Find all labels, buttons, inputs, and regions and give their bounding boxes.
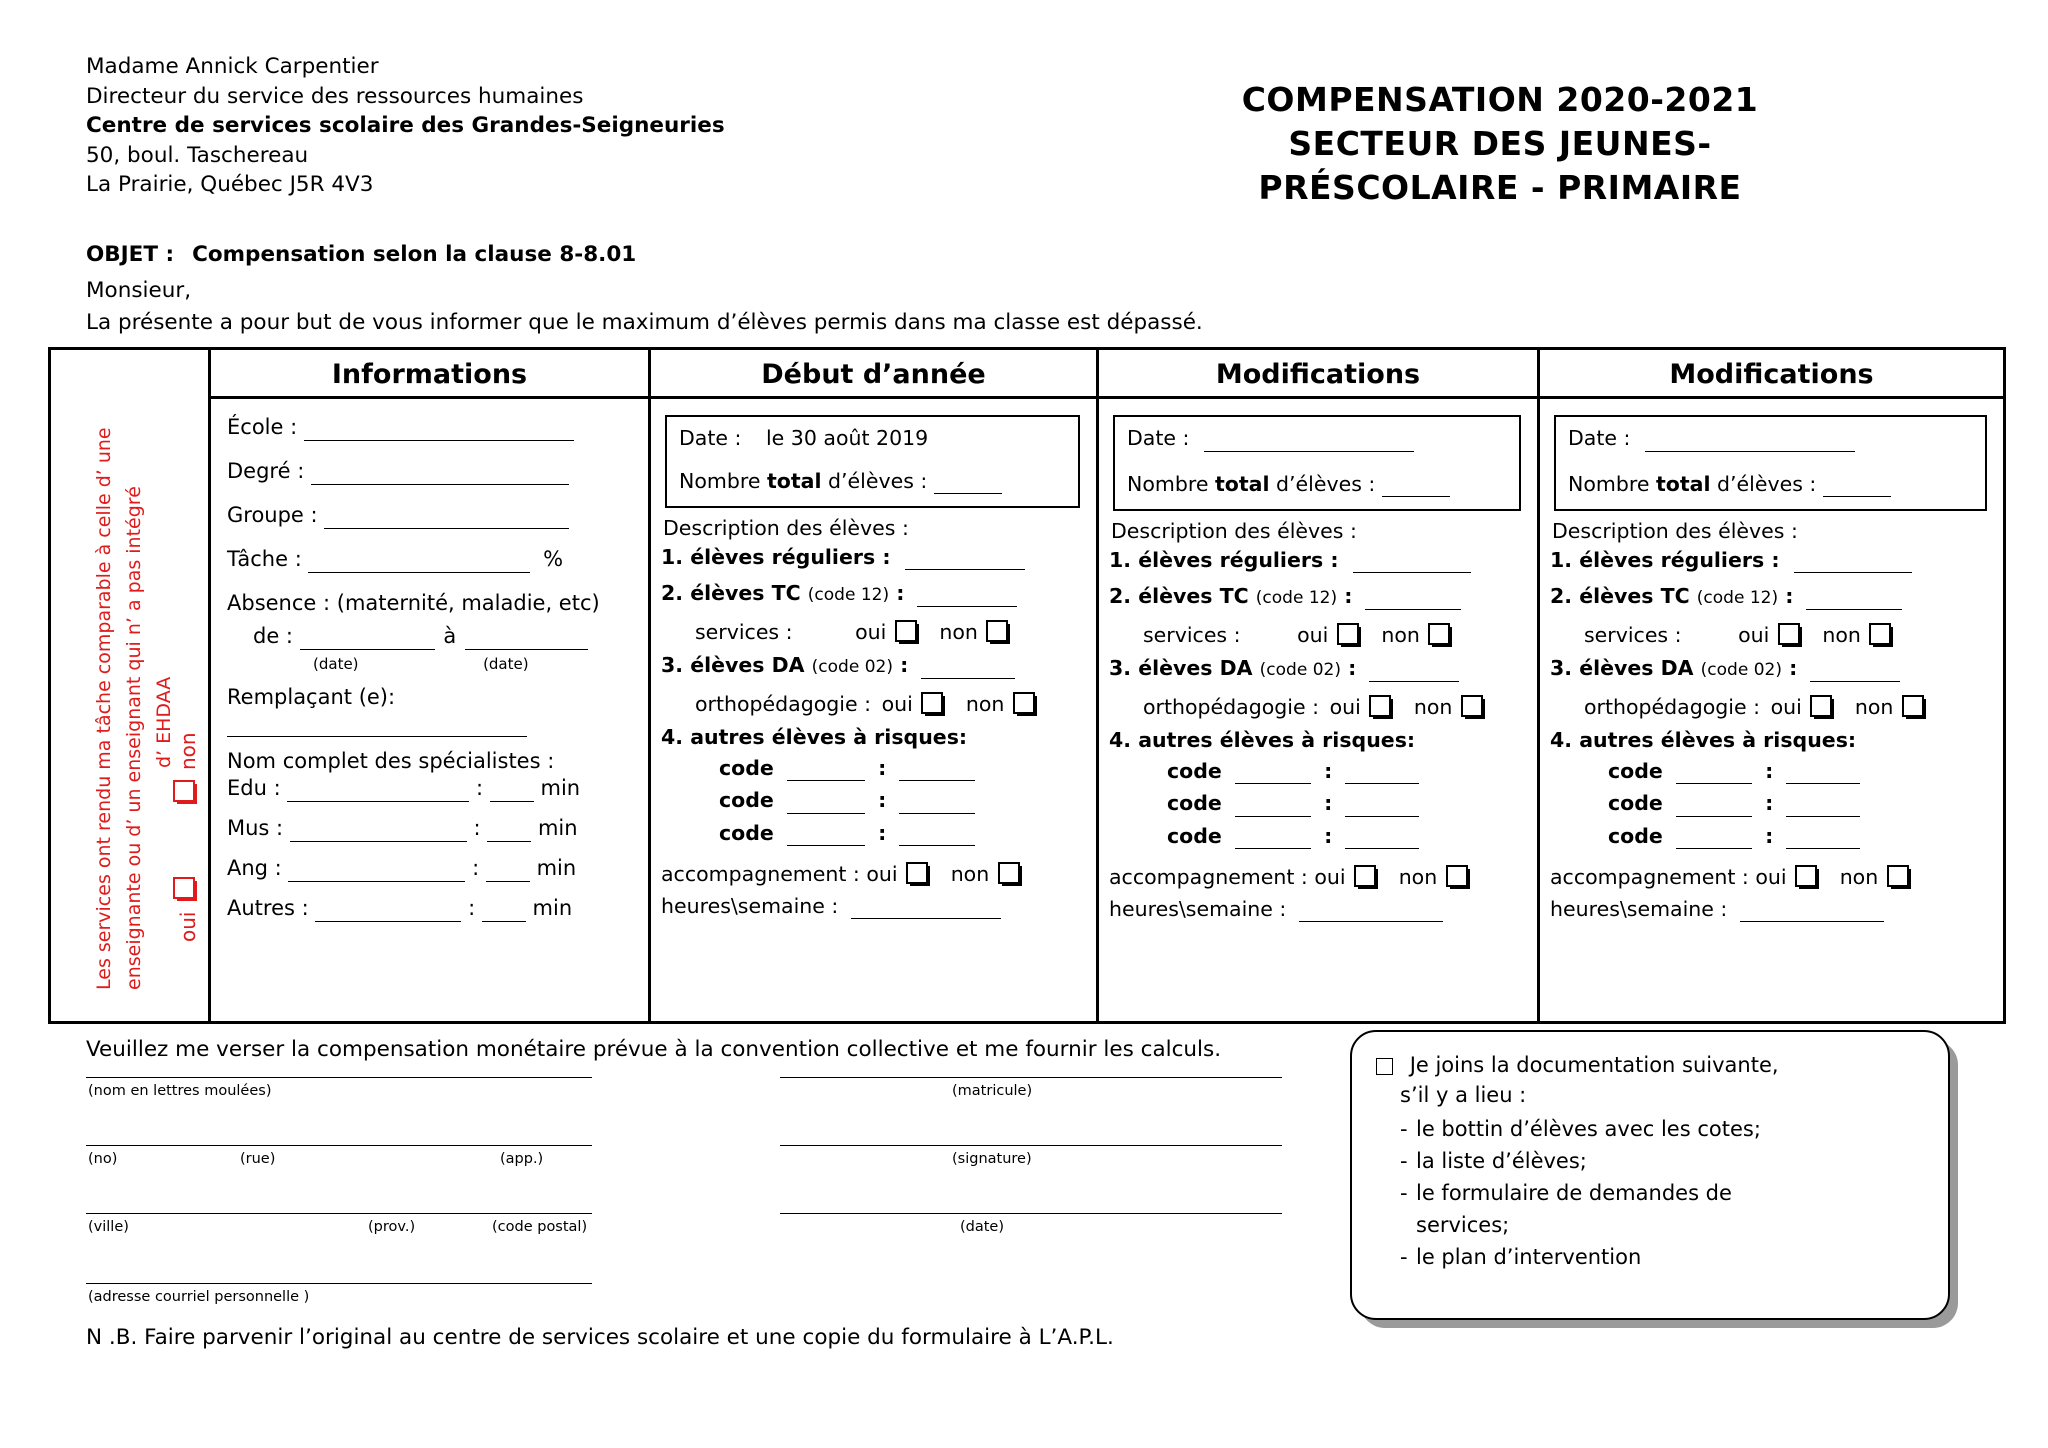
- debut-item-2[interactable]: [661, 583, 1086, 607]
- red-oui-checkbox[interactable]: [173, 877, 195, 899]
- debut-item-1-input[interactable]: [905, 549, 1025, 571]
- debut-code-row-2[interactable]: code :: [719, 790, 1086, 814]
- specialist-ang-unit: min: [536, 856, 577, 880]
- mod1-item-2-code: (code 12): [1255, 588, 1338, 608]
- mod1-nombre-input[interactable]: [1382, 476, 1450, 498]
- mod2-date-row[interactable]: [1568, 428, 1973, 452]
- veuillez-text: Veuillez me verser la compensation monétaire prévue à la convention collective et me fournir les calculs.: [86, 1037, 1222, 1062]
- field-absence-dates[interactable]: [253, 626, 634, 650]
- mod2-services-oui-checkbox[interactable]: [1778, 623, 1800, 645]
- debut-services-non-label: non: [939, 619, 978, 644]
- mod2-code-row-3[interactable]: code :: [1608, 826, 1993, 850]
- column-modifications-1-header: Modifications: [1099, 350, 1537, 399]
- nb-text: N .B. Faire parvenir l’original au centre de services scolaire et une copie du formulaire à L’A.P.L.: [86, 1325, 1114, 1350]
- debut-code-label-1: code: [719, 755, 774, 780]
- ville-label: (ville): [88, 1219, 129, 1235]
- mod1-item-3-label: 3. élèves DA: [1109, 656, 1260, 680]
- debut-date-box: [665, 415, 1080, 508]
- debut-ortho-label: orthopédagogie :: [695, 691, 872, 716]
- mod2-nombre-input[interactable]: [1823, 476, 1891, 498]
- specialist-ang-min-input[interactable]: [486, 860, 530, 882]
- debut-date-label: Date :: [679, 426, 742, 450]
- signature-date-input[interactable]: [780, 1213, 1282, 1214]
- mod2-ortho-non-label: non: [1854, 694, 1894, 719]
- specialist-mus-label: Mus :: [227, 816, 284, 840]
- mod2-item-4-label: 4. autres élèves à risques:: [1550, 728, 1857, 752]
- mod1-code-label-3: code: [1167, 823, 1222, 848]
- specialistes-label: Nom complet des spécialistes :: [227, 749, 555, 773]
- debut-item-2-code: (code 12): [807, 585, 890, 605]
- debut-nombre-row[interactable]: [679, 468, 1066, 495]
- mod1-item-3-tail: :: [1340, 656, 1357, 680]
- mod1-item-2-tail: :: [1337, 584, 1353, 608]
- mod1-accompagnement-oui-checkbox[interactable]: [1354, 865, 1376, 887]
- absence-de-input[interactable]: [300, 628, 435, 650]
- column-debut-annee: [651, 350, 1099, 1021]
- mod2-services-row[interactable]: [1584, 623, 1993, 646]
- no-label: (no): [88, 1151, 118, 1167]
- tache-label: Tâche :: [227, 547, 302, 571]
- field-specialist-ang[interactable]: Ang : : min: [227, 856, 577, 880]
- adresse-input[interactable]: [86, 1145, 592, 1146]
- debut-code-row-3[interactable]: code :: [719, 823, 1086, 847]
- absence-label: Absence : (maternité, maladie, etc): [227, 591, 600, 615]
- column-modifications-2-header: Modifications: [1540, 350, 2003, 399]
- mod2-code-value-3[interactable]: [1786, 828, 1860, 850]
- debut-date-row[interactable]: [679, 428, 1066, 449]
- mod1-accompagnement-row[interactable]: [1109, 865, 1527, 888]
- field-ecole[interactable]: [227, 417, 634, 441]
- debut-ortho-oui-label: oui: [881, 691, 913, 716]
- debut-item-1[interactable]: [661, 544, 1086, 571]
- mod1-item-3-input[interactable]: [1369, 660, 1459, 682]
- debut-code-input-3[interactable]: [787, 825, 865, 847]
- prov-label: (prov.): [368, 1219, 416, 1235]
- mod1-item-2[interactable]: [1109, 586, 1527, 610]
- mod2-accompagnement-non-label: non: [1839, 865, 1879, 889]
- remplacant-label: Remplaçant (e):: [227, 684, 396, 709]
- mod1-code-row-3[interactable]: code :: [1167, 826, 1527, 850]
- docbox-heading-2: s’il y a lieu :: [1400, 1083, 1527, 1107]
- docbox-dash-4: -: [1400, 1245, 1408, 1269]
- debut-services-row[interactable]: [695, 620, 1086, 643]
- specialist-autres-min-input[interactable]: [482, 900, 526, 922]
- mod1-code-input-1[interactable]: [1235, 763, 1311, 785]
- mod2-nombre-row[interactable]: [1568, 471, 1973, 498]
- date-sub-2: (date): [483, 655, 529, 673]
- mod2-item-2-code: (code 12): [1696, 588, 1779, 608]
- specialist-mus-unit: min: [537, 816, 578, 840]
- rue-label: (rue): [240, 1151, 276, 1167]
- field-specialist-mus[interactable]: Mus : : min: [227, 816, 578, 840]
- debut-item-3-label: 3. élèves DA: [661, 653, 812, 677]
- mod1-heures-label: heures\semaine :: [1109, 896, 1287, 921]
- column-debut-header: Début d’année: [651, 350, 1096, 399]
- list-item: [1374, 1114, 1928, 1144]
- column-modifications-2: [1540, 350, 2003, 1021]
- documentation-box: [1350, 1030, 1950, 1320]
- nom-label: (nom en lettres moulées): [88, 1083, 272, 1099]
- field-degre[interactable]: [227, 461, 634, 485]
- mod2-accompagnement-non-checkbox[interactable]: [1887, 865, 1909, 887]
- list-item: [1374, 1242, 1928, 1272]
- mod2-ortho-non-checkbox[interactable]: [1902, 695, 1924, 717]
- de-label: de :: [253, 624, 294, 648]
- mod1-date-box: [1113, 415, 1521, 511]
- column-informations: [211, 350, 651, 1021]
- mod2-item-2-tail: :: [1778, 584, 1794, 608]
- mod1-code-input-3[interactable]: [1235, 828, 1311, 850]
- mod2-date-label: Date :: [1568, 426, 1631, 450]
- debut-code-value-1[interactable]: [899, 760, 975, 782]
- tache-unit: %: [543, 547, 564, 571]
- mod1-date-input[interactable]: [1204, 430, 1414, 452]
- red-note-line-1: Les services ont rendu ma tâche comparable à celle d’ une: [93, 427, 115, 990]
- nom-input[interactable]: [86, 1077, 592, 1078]
- mod1-accompagnement-non-checkbox[interactable]: [1446, 865, 1468, 887]
- debut-item-3-code: (code 02): [811, 657, 893, 677]
- debut-services-oui-checkbox[interactable]: [895, 620, 917, 642]
- title-line-2: SECTEUR DES JEUNES-: [1288, 124, 1712, 163]
- list-item: [1374, 1210, 1928, 1240]
- specialist-autres-name-input[interactable]: [315, 900, 461, 922]
- signature-input[interactable]: [780, 1145, 1282, 1146]
- compensation-table: [48, 347, 2006, 1024]
- mod1-date-row[interactable]: [1127, 428, 1507, 452]
- salutation: Monsieur,: [86, 278, 192, 303]
- debut-nombre-input[interactable]: [934, 473, 1002, 495]
- docbox-dash-1: -: [1400, 1117, 1408, 1141]
- absence-date-sublabels: [313, 652, 634, 673]
- mod2-services-oui-label: oui: [1738, 622, 1770, 647]
- mod2-item-4: [1550, 730, 1993, 751]
- debut-ortho-non-checkbox[interactable]: [1013, 692, 1035, 714]
- docbox-item-2: la liste d’élèves;: [1416, 1149, 1587, 1173]
- code-postal-label: (code postal): [492, 1219, 588, 1235]
- mod1-services-oui-label: oui: [1297, 622, 1329, 647]
- debut-code-label-3: code: [719, 820, 774, 845]
- specialist-edu-unit: min: [540, 776, 581, 800]
- red-non-label: non: [176, 732, 200, 770]
- debut-item-4-label: 4. autres élèves à risques:: [661, 725, 968, 749]
- absence-a-input[interactable]: [465, 628, 588, 650]
- mod1-code-row-1[interactable]: code :: [1167, 761, 1527, 785]
- signature-date-label: (date): [960, 1219, 1005, 1235]
- docbox-item-4: services;: [1416, 1213, 1510, 1237]
- mod2-accompagnement-oui-label: oui: [1755, 865, 1787, 889]
- debut-nombre-bold: total: [766, 468, 822, 493]
- mod1-nombre-pre: Nombre: [1127, 471, 1215, 496]
- mod2-item-1-label: 1. élèves réguliers :: [1550, 547, 1780, 572]
- remplacant-input-wrap[interactable]: [227, 714, 634, 738]
- mod2-item-3-code: (code 02): [1700, 660, 1782, 680]
- debut-date-value: le 30 août 2019: [765, 426, 929, 450]
- docbox-item-5: le plan d’intervention: [1416, 1245, 1642, 1269]
- mod1-ortho-non-label: non: [1413, 694, 1453, 719]
- debut-services-non-checkbox[interactable]: [986, 620, 1008, 642]
- mod1-item-4: [1109, 730, 1527, 751]
- mod2-services-non-checkbox[interactable]: [1869, 623, 1891, 645]
- mod2-nombre-bold: total: [1655, 471, 1711, 496]
- letterhead-line-4: 50, boul. Taschereau: [86, 142, 309, 168]
- mod1-services-non-label: non: [1381, 622, 1420, 647]
- mod1-item-2-label: 2. élèves TC: [1109, 584, 1256, 608]
- mod1-nombre-bold: total: [1214, 471, 1270, 496]
- column-informations-header: Informations: [211, 350, 648, 399]
- specialist-autres-label: Autres :: [227, 896, 309, 920]
- specialist-mus-name-input[interactable]: [290, 820, 467, 842]
- mod2-accompagnement-row[interactable]: [1550, 865, 1993, 888]
- mod1-ortho-label: orthopédagogie :: [1143, 694, 1320, 719]
- specialist-edu-label: Edu :: [227, 776, 281, 800]
- mod1-services-non-checkbox[interactable]: [1428, 623, 1450, 645]
- mod1-services-row[interactable]: [1143, 623, 1527, 646]
- docbox-dash-2: -: [1400, 1149, 1408, 1173]
- debut-ortho-row[interactable]: [695, 692, 1086, 715]
- mod1-date-label: Date :: [1127, 426, 1190, 450]
- debut-description-label: Description des élèves :: [663, 516, 909, 540]
- mod2-nombre-post: d’élèves :: [1710, 471, 1817, 496]
- specialist-autres-unit: min: [532, 896, 573, 920]
- debut-nombre-pre: Nombre: [679, 468, 767, 493]
- mod2-item-3-input[interactable]: [1810, 660, 1900, 682]
- field-specialist-edu[interactable]: Edu : : min: [227, 776, 581, 800]
- debut-heures-input[interactable]: [851, 898, 1001, 920]
- debut-code-input-2[interactable]: [787, 792, 865, 814]
- letterhead-line-3: Centre de services scolaire des Grandes-Seigneuries: [86, 113, 725, 138]
- mod2-code-input-2[interactable]: [1676, 795, 1752, 817]
- app-label: (app.): [500, 1151, 544, 1167]
- debut-code-input-1[interactable]: [787, 760, 865, 782]
- mod1-ortho-non-checkbox[interactable]: [1461, 695, 1483, 717]
- debut-item-3-tail: :: [892, 653, 909, 677]
- date-sub-1: (date): [313, 655, 359, 673]
- mod1-item-2-input[interactable]: [1365, 588, 1461, 610]
- debut-item-3-input[interactable]: [921, 657, 1015, 679]
- red-non-checkbox[interactable]: [173, 780, 195, 802]
- mod2-date-box: [1554, 415, 1987, 511]
- mod1-code-input-2[interactable]: [1235, 795, 1311, 817]
- mod1-services-label: services :: [1143, 622, 1241, 647]
- letterhead-line-5: La Prairie, Québec J5R 4V3: [86, 172, 374, 197]
- mod1-nombre-row[interactable]: [1127, 471, 1507, 498]
- mod1-nombre-post: d’élèves :: [1269, 471, 1376, 496]
- remplacant-input[interactable]: [227, 716, 527, 738]
- mod2-services-non-label: non: [1822, 622, 1861, 647]
- specialist-ang-label: Ang :: [227, 856, 282, 880]
- debut-accompagnement-non-checkbox[interactable]: [998, 862, 1020, 884]
- mod1-code-value-2[interactable]: [1345, 795, 1419, 817]
- mod2-code-value-1[interactable]: [1786, 763, 1860, 785]
- mod2-code-input-1[interactable]: [1676, 763, 1752, 785]
- courriel-label: (adresse courriel personnelle ): [88, 1289, 310, 1305]
- debut-heures-label: heures\semaine :: [661, 893, 839, 918]
- red-note-line-2: enseignante ou d’ un enseignant qui n’ a pas intégré: [123, 486, 145, 990]
- debut-code-row-1[interactable]: code :: [719, 758, 1086, 782]
- mod1-ortho-oui-label: oui: [1329, 694, 1361, 719]
- ville-input[interactable]: [86, 1213, 592, 1214]
- letterhead-line-2: Directeur du service des ressources humaines: [86, 83, 584, 109]
- debut-code-value-2[interactable]: [899, 792, 975, 814]
- debut-services-label: services :: [695, 619, 793, 644]
- tache-input[interactable]: [308, 551, 530, 573]
- mod2-item-3[interactable]: [1550, 658, 1993, 682]
- mod2-ortho-label: orthopédagogie :: [1584, 694, 1761, 719]
- mod2-services-label: services :: [1584, 622, 1682, 647]
- mod1-code-value-1[interactable]: [1345, 763, 1419, 785]
- ecole-label: École :: [227, 415, 298, 439]
- mod2-code-input-3[interactable]: [1676, 828, 1752, 850]
- letterhead-line-1: Madame Annick Carpentier: [86, 54, 379, 79]
- docbox-item-3: le formulaire de demandes de: [1416, 1181, 1732, 1205]
- documentation-checkbox[interactable]: [1376, 1058, 1393, 1075]
- mod2-item-2-input[interactable]: [1806, 588, 1902, 610]
- debut-code-label-2: code: [719, 788, 774, 812]
- mod1-item-1-label: 1. élèves réguliers :: [1109, 547, 1339, 572]
- mod2-code-label-1: code: [1608, 758, 1663, 783]
- docbox-list: [1374, 1114, 1928, 1272]
- debut-accompagnement-row[interactable]: [661, 862, 1086, 885]
- mod2-nombre-pre: Nombre: [1568, 471, 1656, 496]
- page-title: [1020, 78, 1980, 210]
- mod2-accompagnement-label: accompagnement :: [1550, 865, 1749, 889]
- debut-accompagnement-oui-label: oui: [866, 862, 898, 886]
- mod1-code-label-2: code: [1167, 791, 1222, 815]
- a-label: à: [443, 624, 457, 648]
- mod2-code-row-2[interactable]: code :: [1608, 793, 1993, 817]
- mod1-ortho-row[interactable]: [1143, 695, 1527, 718]
- degre-label: Degré :: [227, 459, 305, 483]
- mod2-item-1[interactable]: [1550, 547, 1993, 574]
- mod1-item-3[interactable]: [1109, 658, 1527, 682]
- mod2-ortho-oui-checkbox[interactable]: [1810, 695, 1832, 717]
- mod1-item-1-input[interactable]: [1353, 552, 1471, 574]
- field-groupe[interactable]: [227, 505, 634, 529]
- column-modifications-1: [1099, 350, 1540, 1021]
- mod2-item-2[interactable]: [1550, 586, 1993, 610]
- mod1-code-row-2[interactable]: code :: [1167, 793, 1527, 817]
- matricule-label: (matricule): [952, 1083, 1033, 1099]
- mod2-heures-label: heures\semaine :: [1550, 896, 1728, 921]
- docbox-heading: Je joins la documentation suivante,: [1409, 1053, 1779, 1077]
- debut-accompagnement-non-label: non: [950, 862, 990, 886]
- debut-item-3[interactable]: [661, 655, 1086, 679]
- specialist-mus-min-input[interactable]: [487, 820, 531, 842]
- mod2-code-label-2: code: [1608, 791, 1663, 815]
- mod1-item-3-code: (code 02): [1259, 660, 1341, 680]
- mod1-ortho-oui-checkbox[interactable]: [1369, 695, 1391, 717]
- debut-ortho-oui-checkbox[interactable]: [921, 692, 943, 714]
- groupe-input[interactable]: [324, 507, 569, 529]
- mod2-heures-row[interactable]: [1550, 896, 1993, 923]
- debut-item-1-label: 1. élèves réguliers :: [661, 544, 891, 569]
- mod2-ortho-oui-label: oui: [1770, 694, 1802, 719]
- matricule-input[interactable]: [780, 1077, 1282, 1078]
- mod2-item-3-label: 3. élèves DA: [1550, 656, 1701, 680]
- debut-item-2-tail: :: [889, 581, 905, 605]
- signature-label: (signature): [952, 1151, 1032, 1167]
- red-note-line-3: d’ EHDAA: [153, 676, 175, 768]
- mod2-heures-input[interactable]: [1740, 901, 1884, 923]
- docbox-heading-row[interactable]: [1374, 1050, 1928, 1080]
- list-item: [1374, 1178, 1928, 1208]
- ecole-input[interactable]: [304, 419, 574, 441]
- specialist-edu-name-input[interactable]: [287, 780, 469, 802]
- mod2-item-2-label: 2. élèves TC: [1550, 584, 1697, 608]
- letterhead: [86, 52, 846, 200]
- mod2-code-value-2[interactable]: [1786, 795, 1860, 817]
- debut-item-2-input[interactable]: [917, 585, 1017, 607]
- debut-item-2-label: 2. élèves TC: [661, 581, 808, 605]
- objet-label: OBJET :: [86, 242, 175, 267]
- mod1-accompagnement-non-label: non: [1398, 865, 1438, 889]
- specialist-ang-name-input[interactable]: [288, 860, 465, 882]
- mod1-description-label: Description des élèves :: [1111, 519, 1357, 543]
- list-item: [1374, 1146, 1928, 1176]
- red-annotation-column: [51, 350, 211, 1021]
- debut-services-oui-label: oui: [855, 619, 887, 644]
- field-tache[interactable]: [227, 549, 634, 573]
- objet-row: [86, 242, 636, 267]
- mod1-code-value-3[interactable]: [1345, 828, 1419, 850]
- objet-value: Compensation selon la clause 8-8.01: [192, 242, 637, 267]
- debut-code-value-3[interactable]: [899, 825, 975, 847]
- debut-heures-row[interactable]: [661, 893, 1086, 920]
- field-specialist-autres[interactable]: Autres : : min: [227, 896, 573, 920]
- groupe-label: Groupe :: [227, 503, 318, 527]
- docbox-dash-3: -: [1400, 1181, 1408, 1205]
- mod2-date-input[interactable]: [1645, 430, 1855, 452]
- mod1-heures-input[interactable]: [1299, 901, 1443, 923]
- mod2-description-label: Description des élèves :: [1552, 519, 1798, 543]
- docbox-item-1: le bottin d’élèves avec les cotes;: [1416, 1117, 1761, 1141]
- debut-item-4: [661, 727, 1086, 748]
- mod2-code-row-1[interactable]: code :: [1608, 761, 1993, 785]
- specialist-edu-min-input[interactable]: [490, 780, 534, 802]
- debut-nombre-post: d’élèves :: [821, 468, 928, 493]
- debut-accompagnement-label: accompagnement :: [661, 862, 860, 886]
- mod2-item-3-tail: :: [1781, 656, 1798, 680]
- mod2-accompagnement-oui-checkbox[interactable]: [1795, 865, 1817, 887]
- mod2-code-label-3: code: [1608, 823, 1663, 848]
- mod1-item-1[interactable]: [1109, 547, 1527, 574]
- title-line-1: COMPENSATION 2020-2021: [1241, 80, 1759, 119]
- title-line-3: PRÉSCOLAIRE - PRIMAIRE: [1258, 168, 1742, 207]
- debut-ortho-non-label: non: [965, 691, 1005, 716]
- mod1-accompagnement-oui-label: oui: [1314, 865, 1346, 889]
- debut-accompagnement-oui-checkbox[interactable]: [906, 862, 928, 884]
- mod1-code-label-1: code: [1167, 758, 1222, 783]
- docbox-dash-blank: [1374, 1210, 1416, 1240]
- mod1-heures-row[interactable]: [1109, 896, 1527, 923]
- mod2-item-1-input[interactable]: [1794, 552, 1912, 574]
- mod2-ortho-row[interactable]: [1584, 695, 1993, 718]
- mod1-item-4-label: 4. autres élèves à risques:: [1109, 728, 1416, 752]
- courriel-input[interactable]: [86, 1283, 592, 1284]
- mod1-services-oui-checkbox[interactable]: [1337, 623, 1359, 645]
- degre-input[interactable]: [311, 463, 569, 485]
- intro-body: La présente a pour but de vous informer que le maximum d’élèves permis dans ma classe est dépassé.: [86, 310, 1203, 335]
- red-oui-label: oui: [176, 911, 200, 942]
- mod1-accompagnement-label: accompagnement :: [1109, 865, 1308, 889]
